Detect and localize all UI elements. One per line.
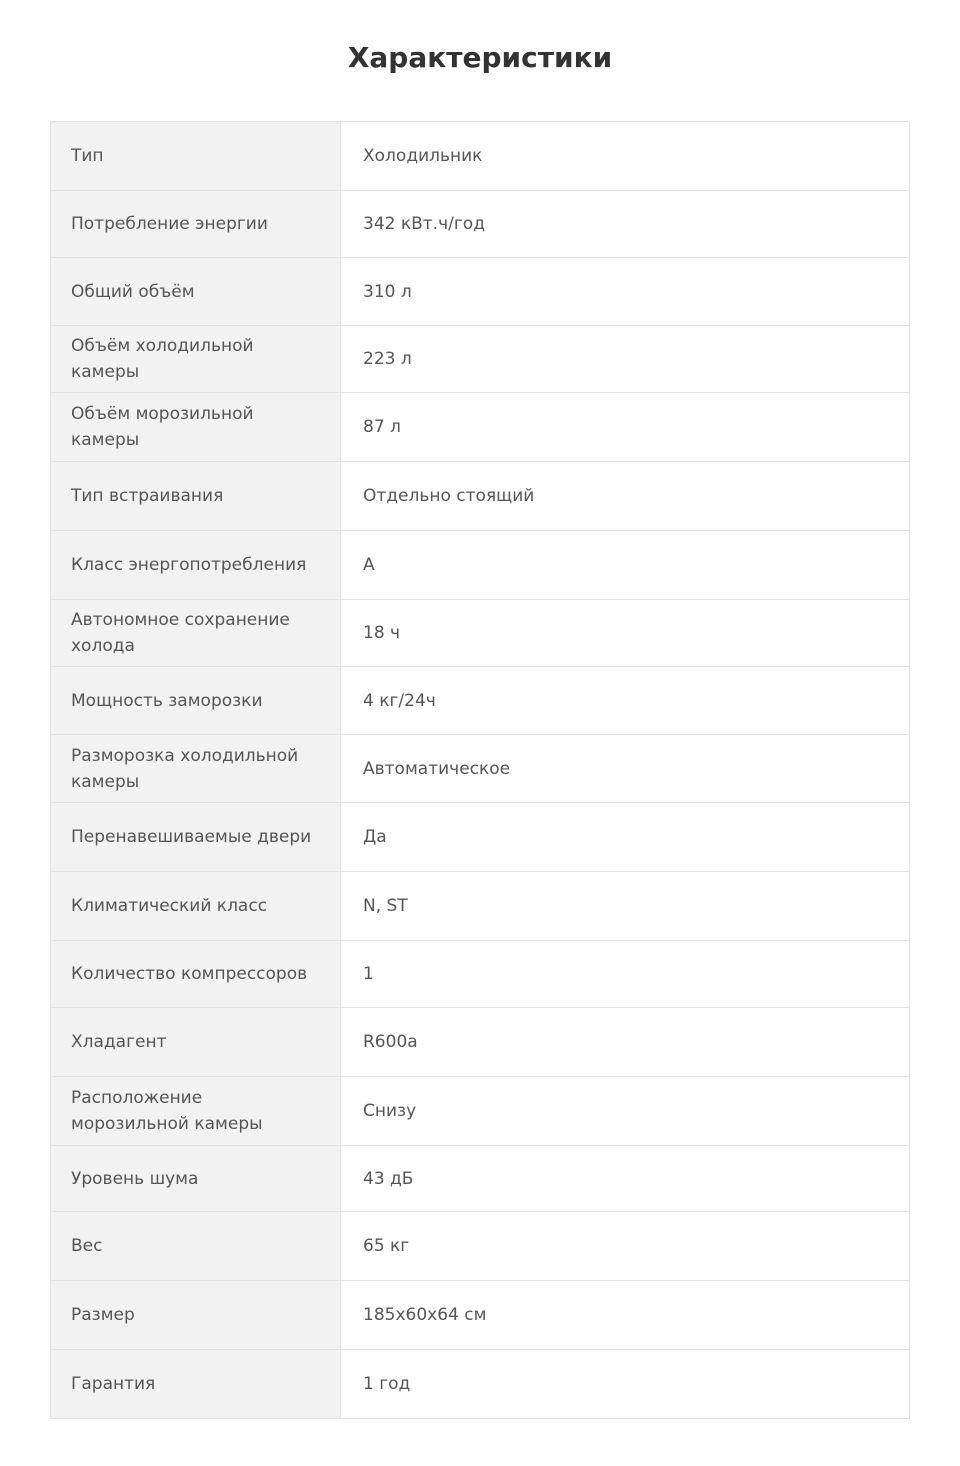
- table-row: [51, 803, 910, 872]
- spec-value: Да: [341, 803, 910, 872]
- spec-label: Климатический класс: [51, 872, 341, 941]
- spec-label: Размер: [51, 1281, 341, 1350]
- spec-label: Перенавешиваемые двери: [51, 803, 341, 872]
- spec-label: Разморозка холодильной камеры: [51, 735, 341, 803]
- spec-value: 43 дБ: [341, 1146, 910, 1212]
- spec-value: 223 л: [341, 326, 910, 393]
- spec-value: 4 кг/24ч: [341, 667, 910, 735]
- spec-value: N, ST: [341, 872, 910, 941]
- spec-value: 1: [341, 941, 910, 1008]
- spec-label: Уровень шума: [51, 1146, 341, 1212]
- table-row: [51, 191, 910, 258]
- spec-label: Вес: [51, 1212, 341, 1281]
- spec-value: Холодильник: [341, 122, 910, 191]
- spec-label: Объём морозильной камеры: [51, 393, 341, 462]
- table-row: [51, 667, 910, 735]
- specs-table: [50, 121, 910, 1419]
- spec-label: Хладагент: [51, 1008, 341, 1077]
- spec-value: 310 л: [341, 258, 910, 326]
- table-row: [51, 1077, 910, 1146]
- table-row: [51, 258, 910, 326]
- spec-value: 1 год: [341, 1350, 910, 1419]
- spec-value: Автоматическое: [341, 735, 910, 803]
- spec-value: A: [341, 531, 910, 600]
- spec-value: 18 ч: [341, 600, 910, 667]
- spec-label: Автономное сохранение холода: [51, 600, 341, 667]
- spec-value: 342 кВт.ч/год: [341, 191, 910, 258]
- spec-label: Тип: [51, 122, 341, 191]
- spec-value: 65 кг: [341, 1212, 910, 1281]
- spec-label: Тип встраивания: [51, 462, 341, 531]
- spec-label: Объём холодильной камеры: [51, 326, 341, 393]
- page-title: Характеристики: [347, 41, 613, 74]
- table-row: [51, 122, 910, 191]
- spec-label: Гарантия: [51, 1350, 341, 1419]
- table-row: [51, 1281, 910, 1350]
- spec-label: Расположение морозильной камеры: [51, 1077, 341, 1146]
- spec-label: Потребление энергии: [51, 191, 341, 258]
- table-row: [51, 1212, 910, 1281]
- spec-value: 87 л: [341, 393, 910, 462]
- spec-label: Класс энергопотребления: [51, 531, 341, 600]
- table-row: [51, 393, 910, 462]
- spec-value: R600a: [341, 1008, 910, 1077]
- table-row: [51, 600, 910, 667]
- table-row: [51, 531, 910, 600]
- table-row: [51, 1008, 910, 1077]
- table-row: [51, 1350, 910, 1419]
- table-row: [51, 872, 910, 941]
- table-row: [51, 462, 910, 531]
- spec-value: Отдельно стоящий: [341, 462, 910, 531]
- table-row: [51, 1146, 910, 1212]
- table-row: [51, 326, 910, 393]
- spec-label: Мощность заморозки: [51, 667, 341, 735]
- spec-value: Снизу: [341, 1077, 910, 1146]
- table-row: [51, 941, 910, 1008]
- spec-label: Общий объём: [51, 258, 341, 326]
- spec-label: Количество компрессоров: [51, 941, 341, 1008]
- table-row: [51, 735, 910, 803]
- spec-value: 185x60x64 см: [341, 1281, 910, 1350]
